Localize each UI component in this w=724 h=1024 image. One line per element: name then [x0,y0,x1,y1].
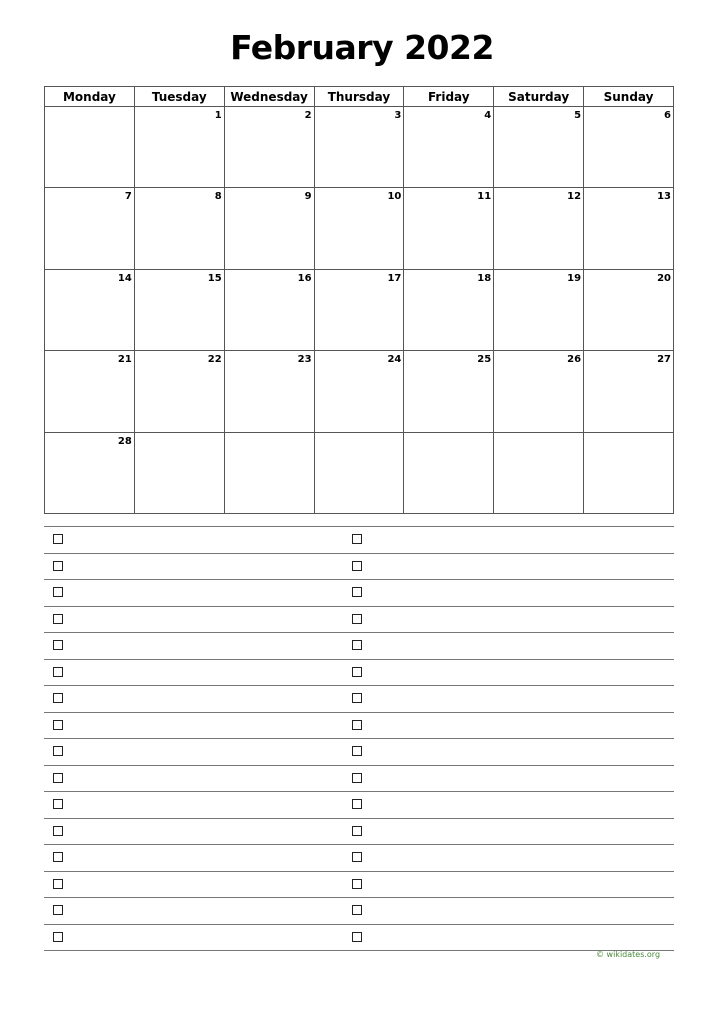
day-cell[interactable] [45,107,135,188]
checkbox-icon[interactable] [352,667,362,677]
checkbox-icon[interactable] [53,826,63,836]
week-row [45,351,674,432]
day-number: 2 [304,110,312,121]
week-row [45,269,674,350]
day-number: 14 [117,272,132,284]
checklist-row [44,739,674,766]
checklist-row [44,792,674,819]
checkbox-icon[interactable] [53,640,63,650]
day-cell[interactable] [134,432,224,513]
weekday-tuesday: Tuesday [134,87,224,107]
day-cell[interactable] [224,107,314,188]
weekday-wednesday: Wednesday [224,87,314,107]
checklist-row [44,713,674,740]
day-cell[interactable] [224,188,314,269]
day-cell[interactable] [134,188,224,269]
checkbox-icon[interactable] [352,826,362,836]
day-cell[interactable] [224,432,314,513]
day-number: 10 [387,191,402,203]
checkbox-icon[interactable] [352,693,362,703]
checkbox-icon[interactable] [53,561,63,571]
checkbox-icon[interactable] [53,746,63,756]
checkbox-icon[interactable] [352,773,362,783]
day-cell[interactable] [404,107,494,188]
day-cell[interactable] [45,432,135,513]
day-number: 25 [477,354,492,366]
day-cell[interactable] [314,269,404,350]
checklist-row [44,845,674,872]
day-number: 1 [214,110,222,121]
day-cell[interactable] [134,269,224,350]
day-number: 19 [567,272,582,284]
checklist-row [44,872,674,899]
day-number: 13 [657,191,671,203]
checkbox-icon[interactable] [352,587,362,597]
day-cell[interactable] [584,432,674,513]
checkbox-icon[interactable] [53,587,63,597]
checklist-row [44,819,674,846]
day-cell[interactable] [494,351,584,432]
day-number: 16 [297,272,312,284]
week-row [45,432,674,513]
day-number: 26 [567,354,582,366]
checklist-row [44,607,674,634]
checkbox-icon[interactable] [352,932,362,942]
page-title: February 2022 [230,28,494,67]
day-number: 27 [657,354,671,366]
checkbox-icon[interactable] [352,852,362,862]
weekday-monday: Monday [45,87,135,107]
checkbox-icon[interactable] [53,799,63,809]
checkbox-icon[interactable] [352,905,362,915]
day-number: 7 [124,191,132,203]
checkbox-icon[interactable] [53,667,63,677]
calendar-grid [44,86,674,514]
day-number: 11 [477,191,492,203]
checkbox-icon[interactable] [53,614,63,624]
week-row [45,107,674,188]
day-number: 18 [477,272,492,284]
checkbox-icon[interactable] [352,640,362,650]
day-cell[interactable] [494,269,584,350]
day-cell[interactable] [224,351,314,432]
checklist-row [44,925,674,952]
checkbox-icon[interactable] [352,799,362,809]
checkbox-icon[interactable] [53,932,63,942]
weekday-saturday: Saturday [494,87,584,107]
day-cell[interactable] [134,107,224,188]
checklist [44,526,674,951]
day-number: 9 [304,191,312,203]
checklist-row [44,766,674,793]
weekday-sunday: Sunday [584,87,674,107]
day-cell[interactable] [494,107,584,188]
checkbox-icon[interactable] [53,773,63,783]
day-cell[interactable] [584,107,674,188]
checkbox-icon[interactable] [352,561,362,571]
day-number: 17 [387,272,402,284]
checkbox-icon[interactable] [352,534,362,544]
day-number: 22 [207,354,222,366]
day-cell[interactable] [314,188,404,269]
checklist-row [44,580,674,607]
checklist-row [44,554,674,581]
day-number: 20 [657,272,671,284]
day-cell[interactable] [45,269,135,350]
checkbox-icon[interactable] [352,879,362,889]
day-number: 5 [574,110,582,121]
day-cell[interactable] [314,351,404,432]
day-cell[interactable] [404,188,494,269]
checkbox-icon[interactable] [53,905,63,915]
footer-credit: © wikidates.org [596,950,661,959]
day-number: 4 [484,110,492,121]
checkbox-icon[interactable] [53,534,63,544]
checkbox-icon[interactable] [352,746,362,756]
day-cell[interactable] [134,351,224,432]
checkbox-icon[interactable] [53,720,63,730]
week-row [45,188,674,269]
day-number: 23 [297,354,312,366]
day-cell[interactable] [404,432,494,513]
day-cell[interactable] [314,107,404,188]
weekday-thursday: Thursday [314,87,404,107]
day-cell[interactable] [224,269,314,350]
checkbox-icon[interactable] [53,693,63,703]
day-number: 24 [387,354,402,366]
day-cell[interactable] [494,188,584,269]
day-number: 6 [664,110,671,121]
day-cell[interactable] [584,351,674,432]
day-cell[interactable] [404,351,494,432]
checkbox-icon[interactable] [53,852,63,862]
day-cell[interactable] [494,432,584,513]
day-cell[interactable] [584,188,674,269]
checklist-row [44,898,674,925]
checklist-row [44,527,674,554]
day-cell[interactable] [45,188,135,269]
day-cell[interactable] [404,269,494,350]
day-number: 21 [117,354,132,366]
weekday-friday: Friday [404,87,494,107]
checkbox-icon[interactable] [352,720,362,730]
day-number: 15 [207,272,222,284]
day-cell[interactable] [45,351,135,432]
day-cell[interactable] [584,269,674,350]
checklist-row [44,660,674,687]
checkbox-icon[interactable] [53,879,63,889]
checkbox-icon[interactable] [352,614,362,624]
day-number: 3 [394,110,402,121]
day-number: 8 [214,191,222,203]
day-number: 28 [117,435,132,447]
checklist-row [44,686,674,713]
day-cell[interactable] [314,432,404,513]
day-number: 12 [567,191,582,203]
weekday-header-row [45,87,674,107]
checklist-row [44,633,674,660]
